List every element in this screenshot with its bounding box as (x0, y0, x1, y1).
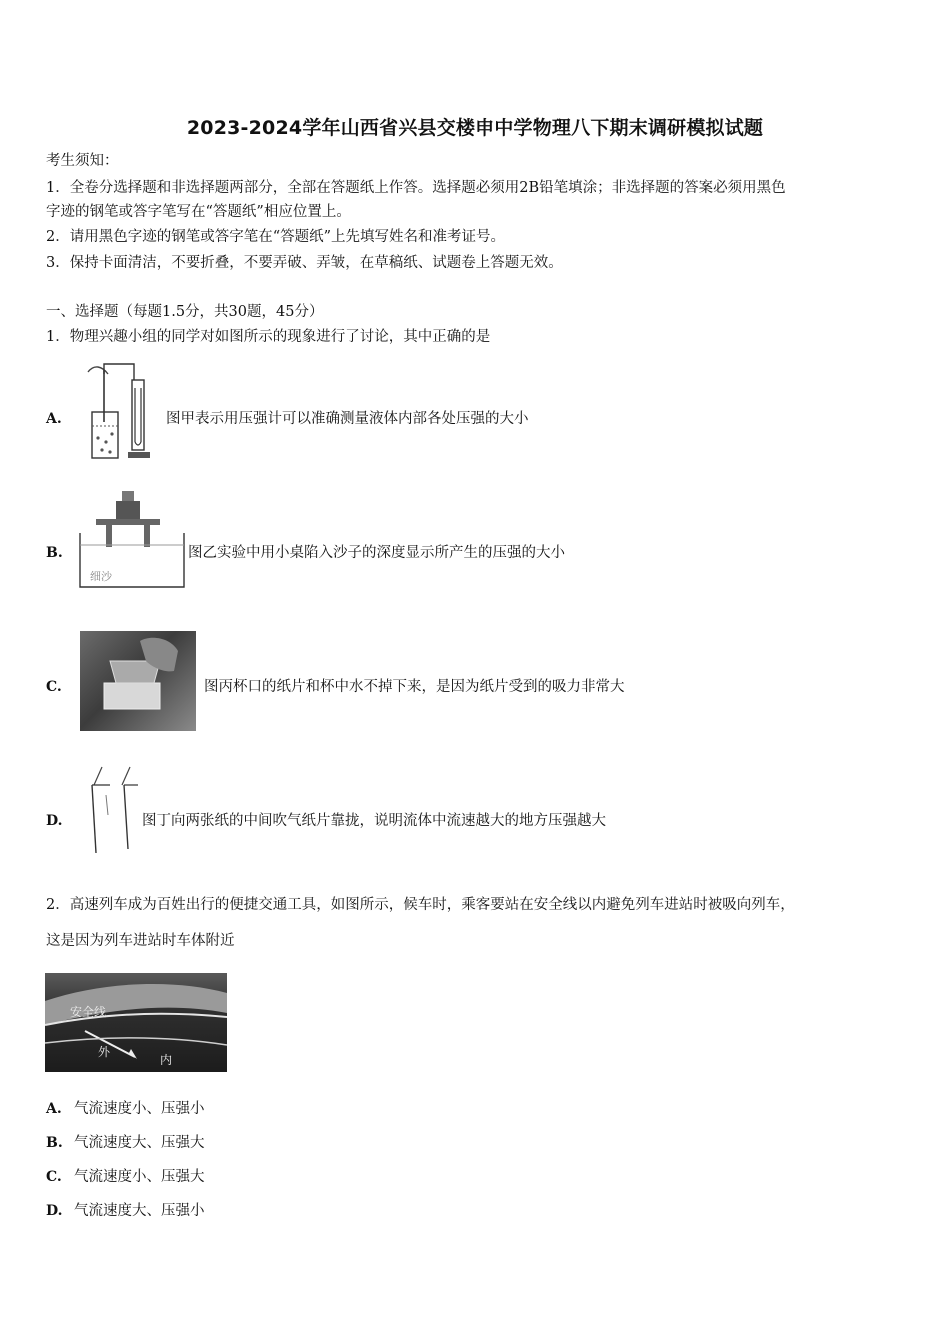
notice-line-3: 2．请用黑色字迹的钢笔或答字笔在“答题纸”上先填写姓名和准考证号。 (46, 229, 506, 245)
question-2-stem-line1: 2．高速列车成为百姓出行的便捷交通工具，如图所示，候车时，乘客要站在安全线以内避免列车进站时被吸向列车， (46, 897, 795, 913)
q1-option-b-text: 图乙实验中用小桌陷入沙子的深度显示所产生的压强的大小 (188, 545, 565, 561)
section-heading: 一、选择题（每题1.5分，共30题，45分） (46, 304, 324, 320)
q2-option-c-text: 气流速度小、压强大 (74, 1169, 205, 1185)
cup-paper-sketch (80, 631, 196, 731)
q2-option-b-letter: B. (46, 1135, 63, 1151)
q1-option-b-letter: B. (46, 545, 63, 561)
notice-line-1: 1．全卷分选择题和非选择题两部分，全部在答题纸上作答。选择题必须用2B铅笔填涂；非选择题的答案必须用黑色 (46, 180, 786, 196)
q1-option-a-text: 图甲表示用压强计可以准确测量液体内部各处压强的大小 (166, 411, 529, 427)
fig-safety-line-label: 安全线 (70, 1005, 107, 1019)
pressure-gauge-figure (80, 360, 160, 465)
question-1-stem: 1．物理兴趣小组的同学对如图所示的现象进行了讨论，其中正确的是 (46, 329, 491, 345)
q1-option-c-letter: C. (46, 679, 62, 695)
q2-option-c-letter: C. (46, 1169, 62, 1185)
train-sketch (45, 973, 227, 1072)
page-title: 2023-2024学年山西省兴县交楼申中学物理八下期末调研模拟试题 (186, 117, 764, 139)
notice-line-2: 字迹的钢笔或答字笔写在“答题纸”相应位置上。 (46, 204, 351, 220)
q1-option-a-letter: A. (46, 411, 62, 427)
q2-option-d-text: 气流速度大、压强小 (74, 1203, 205, 1219)
q1-option-d-text: 图丁向两张纸的中间吹气纸片靠拢，说明流体中流速越大的地方压强越大 (142, 813, 606, 829)
q1-option-c-text: 图丙杯口的纸片和杯中水不掉下来，是因为纸片受到的吸力非常大 (204, 679, 625, 695)
fig-b-sand-label: 细沙 (90, 570, 112, 583)
q2-option-d-letter: D. (46, 1203, 63, 1219)
fig-inside-label: 内 (160, 1053, 173, 1067)
question-2-stem-line2: 这是因为列车进站时车体附近 (46, 933, 235, 949)
notice-heading: 考生须知： (46, 153, 119, 169)
q2-option-a-text: 气流速度小、压强小 (74, 1101, 205, 1117)
two-papers-figure (84, 765, 140, 857)
q1-option-d-letter: D. (46, 813, 63, 829)
q2-option-b-text: 气流速度大、压强大 (74, 1135, 205, 1151)
cup-paper-photo (80, 631, 196, 731)
q2-option-a-letter: A. (46, 1101, 62, 1117)
train-platform-photo (45, 973, 227, 1072)
notice-line-4: 3．保持卡面清洁，不要折叠，不要弄破、弄皱，在草稿纸、试题卷上答题无效。 (46, 255, 563, 271)
fig-outside-label: 外 (98, 1045, 111, 1059)
